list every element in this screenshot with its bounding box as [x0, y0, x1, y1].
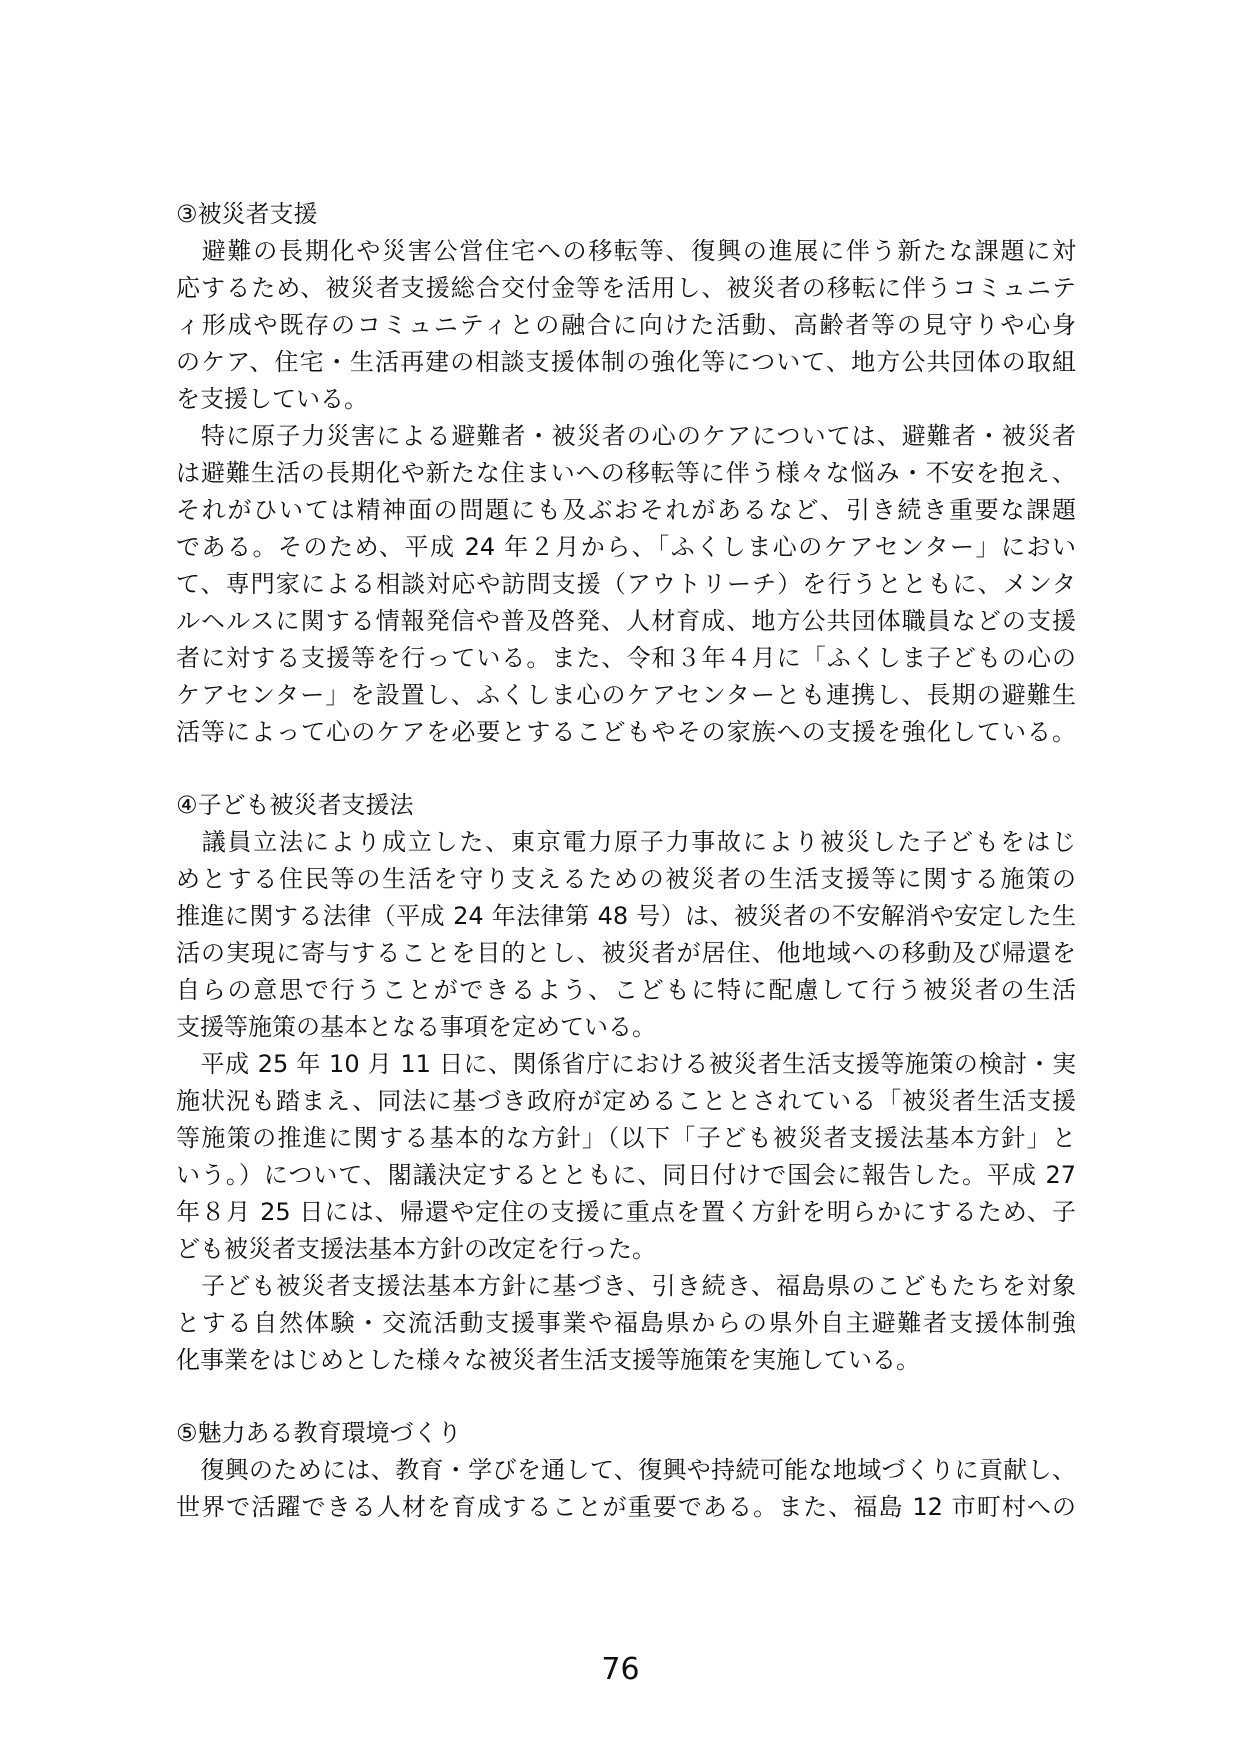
- section: [176, 787, 1076, 1379]
- text-line: を支援している。: [176, 385, 368, 413]
- text-line: 等施策の推進に関する基本的な方針」（以下「子ども被災者支援法基本方針」と: [176, 1124, 1076, 1152]
- text-line: 避難の長期化や災害公営住宅への移転等、復興の進展に伴う新たな課題に対: [176, 237, 1076, 265]
- text-line: 議員立法により成立した、東京電力原子力事故により被災した子どもをはじ: [176, 828, 1076, 856]
- text-line: 活等によって心のケアを必要とするこどもやその家族への支援を強化している。: [176, 718, 1076, 746]
- text-line: のケア、住宅・生活再建の相談支援体制の強化等について、地方公共団体の取組: [176, 348, 1076, 376]
- text-line: ィ形成や既存のコミュニティとの融合に向けた活動、高齢者等の見守りや心身: [176, 311, 1076, 339]
- section-heading: ③被災者支援: [176, 200, 318, 228]
- text-line: 者に対する支援等を行っている。また、令和３年４月に「ふくしま子どもの心の: [176, 644, 1076, 672]
- text-line: 復興のためには、教育・学びを通して、復興や持続可能な地域づくりに貢献し、: [176, 1456, 1076, 1484]
- text-line: 自らの意思で行うことができるよう、こどもに特に配慮して行う被災者の生活: [176, 976, 1076, 1004]
- text-line: 応するため、被災者支援総合交付金等を活用し、被災者の移転に伴うコミュニテ: [176, 274, 1076, 302]
- text-line: 世界で活躍できる人材を育成することが重要である。また、福島 12 市町村への: [176, 1493, 1076, 1521]
- text-line: 施状況も踏まえ、同法に基づき政府が定めることとされている「被災者生活支援: [176, 1087, 1076, 1115]
- text-line: 推進に関する法律（平成 24 年法律第 48 号）は、被災者の不安解消や安定した生: [176, 902, 1076, 930]
- section: [176, 196, 1076, 751]
- text-line: 平成 25 年 10 月 11 日に、関係省庁における被災者生活支援等施策の検討・実: [176, 1050, 1076, 1078]
- page-number: 76: [601, 1652, 640, 1687]
- text-line: 化事業をはじめとした様々な被災者生活支援等施策を実施している。: [176, 1346, 920, 1374]
- text-line: て、専門家による相談対応や訪問支援（アウトリーチ）を行うとともに、メンタ: [176, 570, 1076, 598]
- text-line: ケアセンター」を設置し、ふくしま心のケアセンターとも連携し、長期の避難生: [176, 681, 1076, 709]
- text-line: めとする住民等の生活を守り支えるための被災者の生活支援等に関する施策の: [176, 865, 1076, 893]
- text-line: である。そのため、平成 24 年２月から、「ふくしま心のケアセンター」におい: [176, 533, 1076, 561]
- paragraph: [176, 233, 1076, 418]
- text-line: いう。）について、閣議決定するとともに、同日付けで国会に報告した。平成 27: [176, 1161, 1076, 1189]
- paragraph: [176, 824, 1076, 1046]
- text-line: 活の実現に寄与することを目的とし、被災者が居住、他地域への移動及び帰還を: [176, 939, 1076, 967]
- text-line: 子ども被災者支援法基本方針に基づき、引き続き、福島県のこどもたちを対象: [176, 1272, 1076, 1300]
- text-line: は避難生活の長期化や新たな住まいへの移転等に伴う様々な悩み・不安を抱え、: [176, 459, 1076, 487]
- paragraph: [176, 1046, 1076, 1268]
- section-heading: ⑤魅力ある教育環境づくり: [176, 1419, 462, 1447]
- text-line: それがひいては精神面の問題にも及ぶおそれがあるなど、引き続き重要な課題: [176, 496, 1076, 524]
- paragraph: [176, 1452, 1076, 1526]
- text-line: 支援等施策の基本となる事項を定めている。: [176, 1013, 656, 1041]
- document-body: [176, 196, 1076, 1526]
- section: [176, 1415, 1076, 1526]
- text-line: とする自然体験・交流活動支援事業や福島県からの県外自主避難者支援体制強: [176, 1309, 1076, 1337]
- text-line: ども被災者支援法基本方針の改定を行った。: [176, 1235, 656, 1263]
- section-heading: ④子ども被災者支援法: [176, 791, 414, 819]
- text-line: ルヘルスに関する情報発信や普及啓発、人材育成、地方公共団体職員などの支援: [176, 607, 1076, 635]
- text-line: 年８月 25 日には、帰還や定住の支援に重点を置く方針を明らかにするため、子: [176, 1198, 1076, 1226]
- paragraph: [176, 1268, 1076, 1379]
- text-line: 特に原子力災害による避難者・被災者の心のケアについては、避難者・被災者: [176, 422, 1076, 450]
- paragraph: [176, 418, 1076, 751]
